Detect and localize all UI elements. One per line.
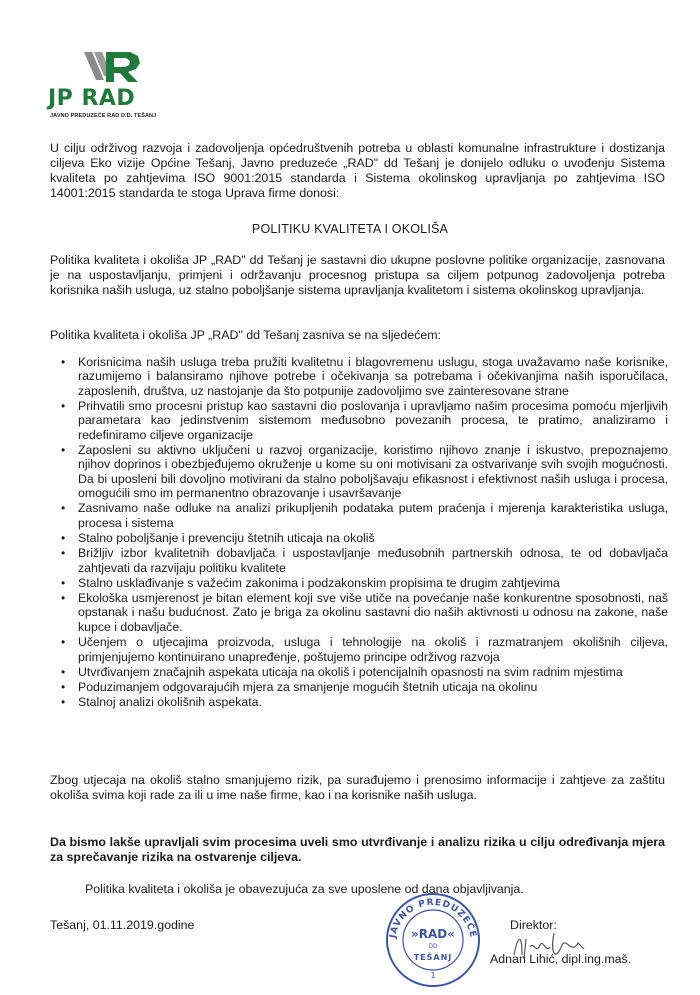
bullet-icon: • — [61, 501, 66, 516]
bullet-icon: • — [61, 695, 66, 710]
policy-paragraph-2: Politika kvaliteta i okoliša JP „RAD" dd Tešanj zasniva se na sljedećem: — [50, 328, 441, 342]
list-item — [50, 695, 668, 709]
list-item-text: Brižljiv izbor kvalitetnih dobavljača i uspostavljanje međusobnih partnerskih odnosa, te od dobavljača zahtjevati da razvijaju politiku kvalitete — [78, 546, 668, 575]
bullet-icon: • — [61, 575, 66, 590]
list-item-text: Utvrđivanjem značajnih aspekata uticaja na okoliš i potencijalnih opasnosti na svim radnim mjestima — [78, 664, 623, 679]
stamp-number: 1 — [430, 971, 436, 980]
policy-paragraph-1: Politika kvaliteta i okoliša JP „RAD" dd Tešanj je sastavni dio ukupne poslovne politike organizacije, zasnovana je na uspostavljanju, primjeni i održavanju procesnog pristupa sa ciljem potpunog zadovoljenja potreba korisnika naših usluga, uz stalno poboljšanje sistema upravljanja kvalitetom i sistema okolinskog upravljanja. — [50, 253, 665, 297]
bullet-icon: • — [61, 591, 66, 606]
list-item — [50, 501, 668, 530]
list-item — [50, 443, 668, 501]
stamp-center-text: »RAD« — [411, 927, 455, 941]
list-item-text: Ekološka usmjerenost je bitan element koji sve više utiče na povećanje naše konkurentne sposobnosti, naš opstanak i našu budućnost. Zato je briga za okolinu sastavni dio naših aktivnosti u odnosu na zakone, naše kupce i dobavljače. — [78, 591, 668, 634]
bullet-icon: • — [61, 664, 66, 679]
intro-paragraph: U cilju održivog razvoja i zadovoljenja općedruštvenih potreba u oblasti komunalne infrastrukture i dostizanja ciljeva Eko vizije Općine Tešanj, Javno preduzeće „RAD" dd Tešanj je donijelo odluku o uvođenju Sistema kvaliteta po zahtjevima ISO 9001:2015 standarda i Sistema okolinskog upravljanja po zahtjevima ISO 14001:2015 standarda te stoga Uprava firme donosi: — [50, 141, 665, 200]
bullet-icon: • — [61, 443, 66, 458]
list-item-text: Učenjem o utjecajima proizvoda, usluga i tehnologije na okoliš i razmatranjem okolišnih ciljeva, primjenjujemo kontinuirano unapređenje, poštujemo principe održivog razvoja — [78, 635, 668, 664]
list-item — [50, 355, 668, 398]
list-item — [50, 680, 668, 694]
policy-bullet-list — [50, 355, 668, 710]
policy-heading: POLITIKU KVALITETA I OKOLIŠA — [251, 222, 449, 236]
director-label: Direktor: — [510, 918, 557, 932]
list-item — [50, 399, 668, 442]
stamp-center-sub: DD — [428, 943, 438, 950]
list-item-text: Poduzimanjem odgovarajućih mjera za smanjenje mogućih štetnih uticaja na okolinu — [78, 679, 538, 694]
list-item — [50, 576, 668, 590]
list-item-text: Prihvatili smo procesni pristup kao sastavni dio poslovanja i upravljamo našim procesima pomoću mjerljivih parametara kao jedinstvenim sistemom međusobno povezanih procesa, te pratimo, analiziramo i redefiniramo ciljeve organizacije — [78, 399, 668, 442]
list-item-text: Korisnicima naših usluga treba pružiti kvalitetnu i blagovremenu uslugu, stoga uvažavamo naše korisnike, razumijemo i balansiramo njihove potrebe i očekivanja sa potrebama i očekivanjima naših isporučilaca, zaposlenih, društva, uz nastojanje da što potpunije zadovoljimo sve zainteresovane strane — [78, 355, 668, 398]
list-item-text: Stalno poboljšanje i prevenciju štetnih uticaja na okoliš — [78, 531, 375, 546]
policy-paragraph-4: Da bismo lakše upravljali svim procesima uveli smo utvrđivanje i analizu rizika u cilju određivanja mjera za sprečavanje rizika na ostvarenje ciljeva. — [50, 835, 665, 864]
policy-paragraph-5: Politika kvaliteta i okoliša je obavezujuća za sve uposlene od dana objavljivanja. — [85, 882, 524, 896]
stamp-icon — [378, 885, 488, 990]
policy-paragraph-3: Zbog utjecaja na okoliš stalno smanjujemo rizik, pa surađujemo i prenosimo informacije i zahtjeve za zaštitu okoliša svima koji rade za ili u ime naše firme, kao i na korisnike naših usluga. — [50, 773, 665, 802]
bullet-icon: • — [61, 635, 66, 650]
list-item-text: Zasnivamo naše odluke na analizi prikupljenih podataka putem praćenja i mjerenja karakteristika usluga, procesa i sistema — [78, 501, 668, 530]
list-item — [50, 591, 668, 634]
company-logo — [48, 50, 168, 122]
logo-subtitle: JAVNO PREDUZEĆE RAD D.D. TEŠANJ — [50, 113, 157, 119]
bullet-icon: • — [61, 399, 66, 414]
list-item-text: Zaposleni su aktivno uključeni u razvoj organizacije, koristimo njihovo znanje i iskustvo, prepoznajemo njihov doprinos i obezbjeđujemo okruženje u kome su oni motivisani za ostvarivanje svih svojih mogućnosti. Da bi uposleni bili dovoljno motivirani da stalno poboljšavaju efikasnost i efektivnost naših usluga i procesa, omogućili smo im permanentno obrazovanje i usavršavanje — [78, 443, 668, 501]
list-item — [50, 665, 668, 679]
place-date: Tešanj, 01.11.2019.godine — [50, 918, 195, 932]
list-item-text: Stalno usklađivanje s važećim zakonima i podzakonskim propisima te drugim zahtjevima — [78, 575, 560, 590]
bullet-icon: • — [61, 531, 66, 546]
bullet-icon: • — [61, 679, 66, 694]
list-item-text: Stalnoj analizi okolišnih aspekata. — [78, 695, 262, 710]
stamp-bottom-text: TEŠANJ — [413, 953, 453, 962]
logo-wordmark: JP RAD — [48, 86, 136, 111]
bullet-icon: • — [61, 546, 66, 561]
bullet-icon: • — [61, 355, 66, 369]
company-stamp — [378, 885, 488, 990]
list-item — [50, 546, 668, 575]
list-item — [50, 531, 668, 545]
list-item — [50, 635, 668, 664]
stamp-ring-text: JAVNO PREDUZEĆE — [388, 897, 478, 940]
director-name: Adnan Lihić, dipl.ing.maš. — [490, 952, 632, 966]
